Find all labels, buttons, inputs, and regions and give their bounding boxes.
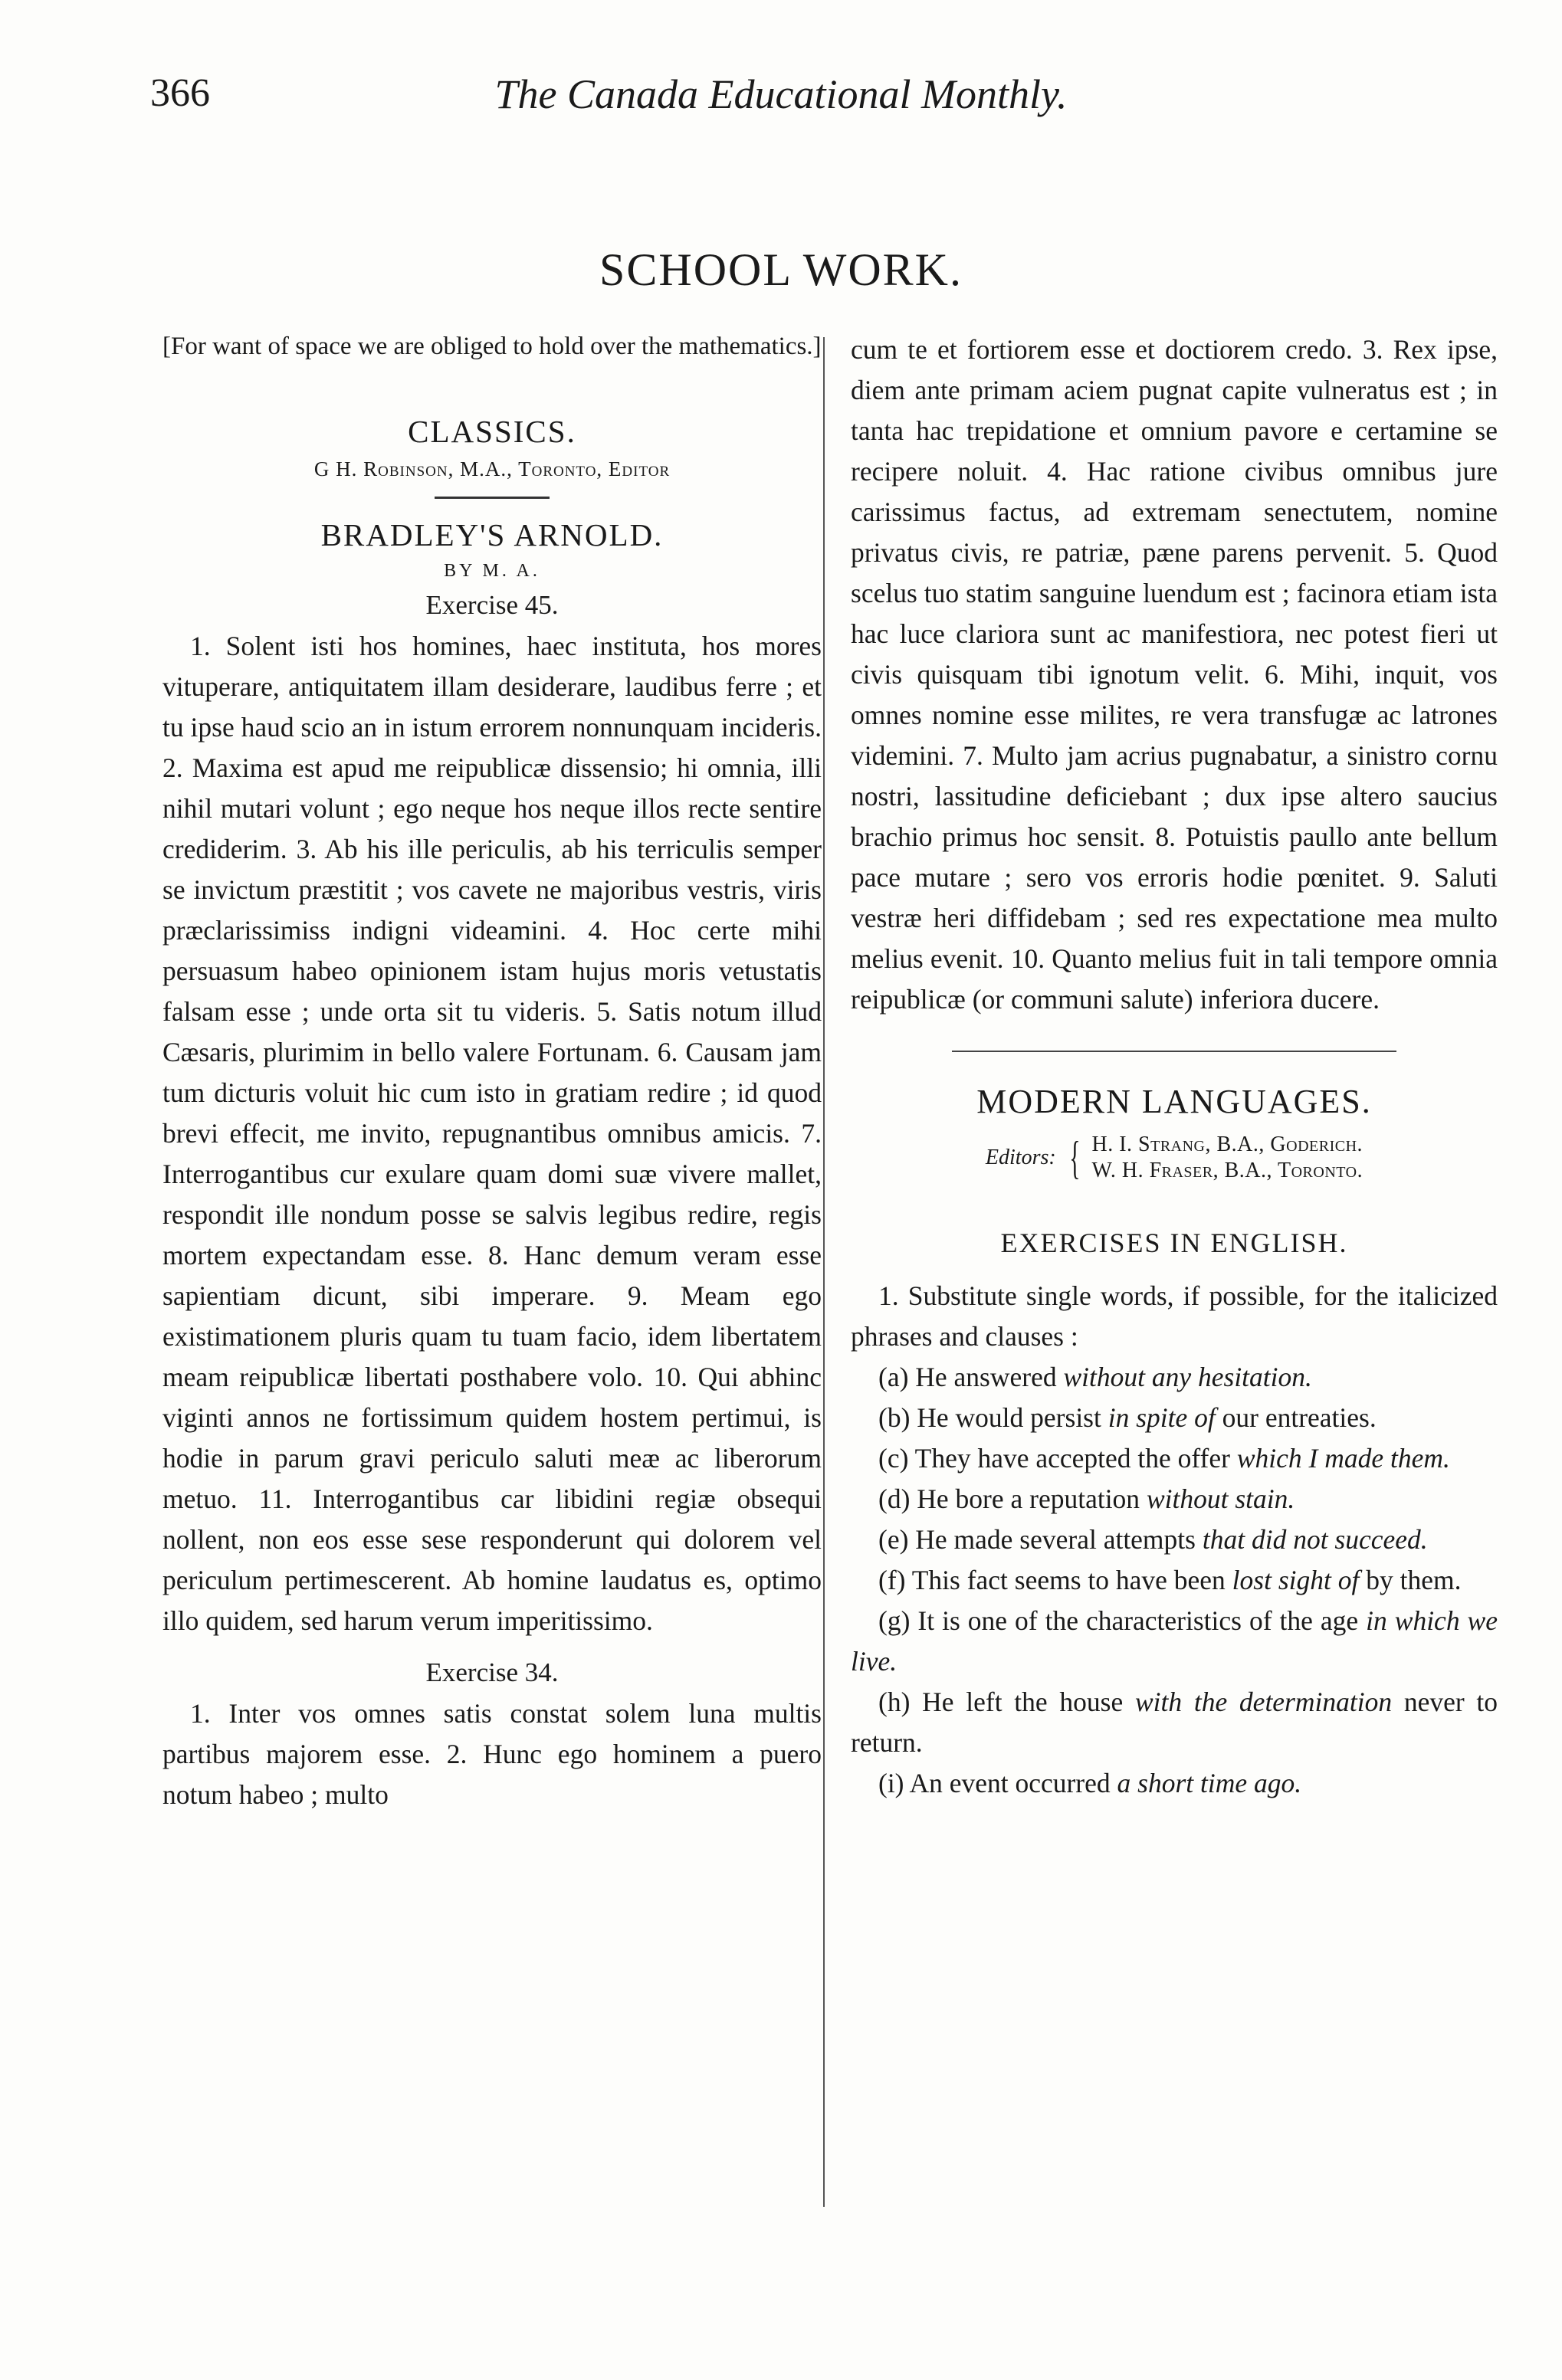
byline: BY M. A. [444, 561, 540, 581]
exercise-34-text: 1. Inter vos omnes satis constat solem luna multis partibus majorem esse. 2. Hunc ego hominem a puero notum habeo ; multo [162, 1698, 822, 1810]
section-rule [952, 1051, 1396, 1052]
list-item: (d) He bore a reputation without stain. [878, 1483, 1295, 1514]
list-item: (b) He would persist in spite of our entreaties. [878, 1402, 1377, 1433]
exercise-items [851, 1357, 1498, 1804]
section-title: SCHOOL WORK. [599, 244, 963, 295]
editors-label: Editors: [985, 1146, 1056, 1169]
editor-name: H. I. Strang, B.A., Goderich. [1091, 1133, 1363, 1156]
bradley-heading: BRADLEY'S ARNOLD. [320, 517, 664, 552]
editors-block [851, 1132, 1498, 1184]
journal-title: The Canada Educational Monthly. [494, 71, 1068, 117]
list-item: (g) It is one of the characteristics of the age in which we live. [851, 1605, 1498, 1677]
exercise-34-title: Exercise 34. [425, 1657, 559, 1687]
list-item: (f) This fact seems to have been lost sight of by them. [878, 1565, 1462, 1595]
page-number: 366 [150, 71, 210, 115]
editor-name: W. H. Fraser, B.A., Toronto. [1091, 1159, 1363, 1182]
editors-names [1092, 1132, 1363, 1184]
editorial-note: [For want of space we are obliged to hold over the mathematics.] [162, 333, 822, 360]
modern-languages-heading: MODERN LANGUAGES. [976, 1083, 1372, 1120]
right-column [851, 329, 1498, 1804]
list-item: (c) They have accepted the offer which I made them. [878, 1443, 1450, 1474]
exercise-34-continuation: cum te et fortiorem esse et doctiorem credo. 3. Rex ipse, diem ante primam aciem pugnat capite vulneratus est ; in tanta hac trepidatione et omnium pavore e certamine se recipere noluit. 4. Hac ratione civibus omnibus jure carissimus factus, ad extremam senectutem, nomine privatus civis, re patriæ, pæne parens pervenit. 5. Quod scelus tuo statim sanguine luendum est ; facinora etiam ista hac luce clariora sunt ac manifestiora, nec potest fieri ut civis quisquam tibi ignotum velit. 6. Mihi, inquit, vos omnes nomine esse milites, re vera transfugæ ac latrones videmini. 7. Multo jam acrius pugnabatur, a sinistro cornu nostri, lassitudine deficiebant ; dux ipse altero saucius brachio primus hoc sensit. 8. Potuistis paullo ante bellum pace mutare ; sero vos erroris hodie pœnitet. 9. Saluti vestræ heri diffidebam ; sed res expectatione mea multo melius evenit. 10. Quanto melius fuit in tali tempore omnia reipublicæ (or communi salute) inferiora ducere. [851, 334, 1498, 1015]
list-item: (e) He made several attempts that did not succeed. [878, 1524, 1428, 1555]
classics-editor: G H. Robinson, M.A., Toronto, Editor [313, 457, 671, 480]
column-divider [823, 337, 825, 2207]
exercise-instruction: 1. Substitute single words, if possible, for the italicized phrases and clauses : [851, 1280, 1498, 1352]
heading-rule [435, 497, 550, 499]
exercise-45-title: Exercise 45. [425, 590, 559, 620]
brace-symbol: { [1068, 1133, 1081, 1183]
exercise-45-text: 1. Solent isti hos homines, haec instituta, hos mores vituperare, antiquitatem illam desiderare, laudibus ferre ; et tu ipse haud scio an in istum errorem nonnunquam incideris. 2. Maxima est apud me reipublicæ dissensio; hi omnia, illi nihil mutari volunt ; ego neque hos neque illos recte sentire crediderim. 3. Ab his ille periculis, ab his terriculis semper se invictum præstitit ; vos cavete ne majoribus vestris, viris præclarissimiss indigni videamini. 4. Hoc certe mihi persuasum habeo opinionem istam hujus moris vetustatis falsam esse ; unde orta sit tu videris. 5. Satis notum illud Cæsaris, plurimim in bello valere Fortunam. 6. Causam jam tum dicturis voluit hic cum isto in gratiam redire ; id quod brevi effecit, me invito, repugnantibus omnibus amicis. 7. Interrogantibus cur exulare quam domi suæ vivere mallet, respondit ille nondum posse se salvis legibus redire, regis mortem expectandam esse. 8. Hanc demum veram esse sapientiam dicunt, sibi imperare. 9. Meam ego existimationem pluris quam tu tuam facio, idem libertatem meam reipublicæ libertati posthabere volo. 10. Qui abhinc viginti annos ne fortissimum quidem hostem pertimui, is hodie in parum gravi periculo saluti meæ ac liberorum metuo. 11. Interrogantibus car libidini regiæ obsequi nollent, non eos esse sese responderunt qui dolorem vel periculum pertimescerent. Ab homine laudatus es, optimo illo quidem, sed harum verum imperitissimo. [162, 631, 822, 1636]
classics-heading: CLASSICS. [408, 414, 576, 449]
running-head [0, 70, 1562, 124]
exercises-heading: EXERCISES IN ENGLISH. [1000, 1228, 1348, 1258]
list-item: (a) He answered without any hesitation. [878, 1362, 1312, 1392]
list-item: (i) An event occurred a short time ago. [878, 1768, 1302, 1798]
left-column [162, 329, 822, 1815]
list-item: (h) He left the house with the determination never to return. [851, 1687, 1498, 1758]
